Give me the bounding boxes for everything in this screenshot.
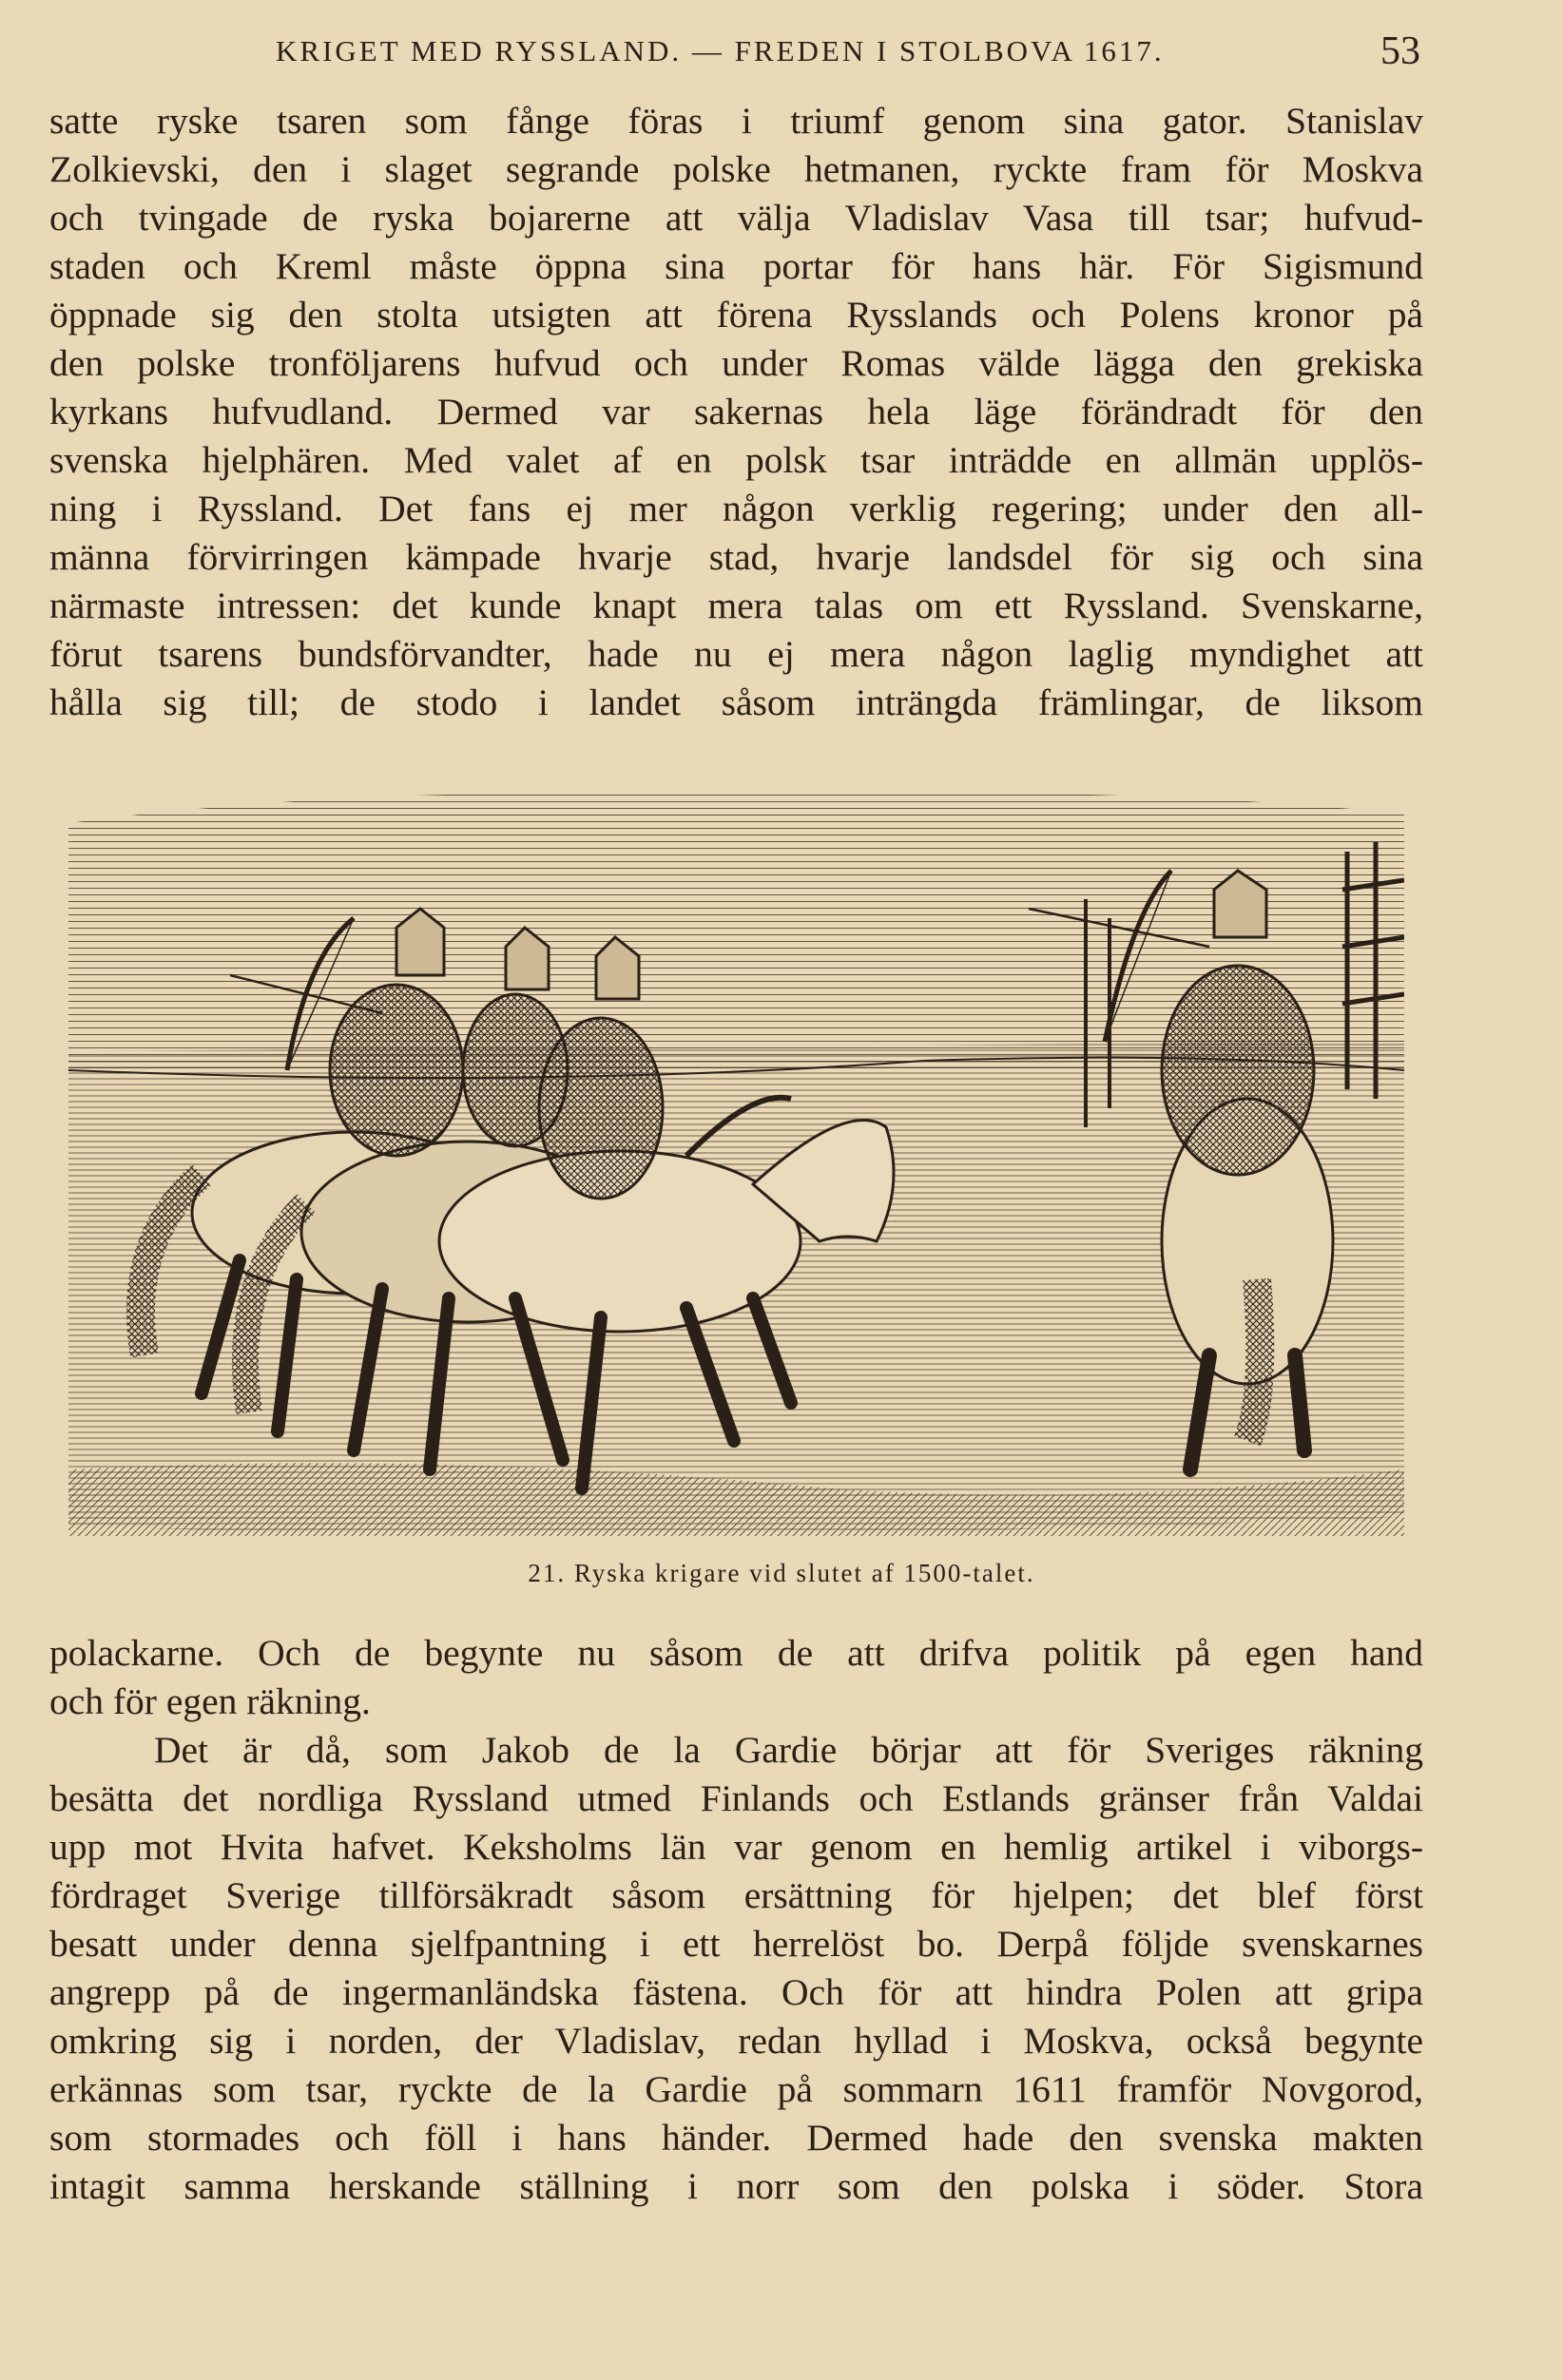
text-line: Zolkievski, den i slaget segrande polske hetmanen, ryckte fram för Moskva <box>49 148 1423 190</box>
page-number: 53 <box>1380 29 1420 73</box>
text-line: som stormades och föll i hans händer. Dermed hade den svenska makten <box>49 2117 1423 2159</box>
text-line: besätta det nordliga Ryssland utmed Finlands och Estlands gränser från Valdai <box>49 1777 1423 1819</box>
text-line: den polske tronföljarens hufvud och under Romas välde lägga den grekiska <box>49 342 1423 384</box>
text-line: besatt under denna sjelfpantning i ett herrelöst bo. Derpå följde svenskarnes <box>49 1923 1423 1965</box>
text-line: satte ryske tsaren som fånge föras i triumf genom sina gator. Stanislav <box>49 100 1423 142</box>
text-line: och för egen räkning. <box>49 1680 371 1722</box>
text-line: kyrkans hufvudland. Dermed var sakernas hela läge förändradt för den <box>49 391 1423 432</box>
text-line: Det är då, som Jakob de la Gardie börjar att för Sveriges räkning <box>154 1729 1423 1771</box>
running-head <box>0 29 1563 76</box>
paragraph-bottom <box>49 1629 1423 2211</box>
text-line: ning i Ryssland. Det fans ej mer någon verklig regering; under den all- <box>49 488 1423 529</box>
figure-number: 21. <box>528 1559 567 1587</box>
figure-caption <box>0 1559 1563 1588</box>
text-line: männa förvirringen kämpade hvarje stad, hvarje landsdel för sig och sina <box>49 536 1423 578</box>
text-line: polackarne. Och de begynte nu såsom de att drifva politik på egen hand <box>49 1632 1423 1674</box>
text-line: angrepp på de ingermanländska fästena. Och för att hindra Polen att gripa <box>49 1971 1423 2013</box>
paragraph-top <box>49 97 1423 727</box>
text-line: och tvingade de ryska bojarerne att välja Vladislav Vasa till tsar; hufvud- <box>49 197 1423 239</box>
text-line: intagit samma herskande ställning i norr som den polska i söder. Stora <box>49 2165 1423 2207</box>
text-line: omkring sig i norden, der Vladislav, redan hyllad i Moskva, också begynte <box>49 2020 1423 2062</box>
text-line: öppnade sig den stolta utsigten att förena Rysslands och Polens kronor på <box>49 294 1423 336</box>
text-line: staden och Kreml måste öppna sina portar för hans här. För Sigismund <box>49 245 1423 287</box>
text-line: svenska hjelphären. Med valet af en polsk tsar inträdde en allmän upplös- <box>49 439 1423 481</box>
engraving-illustration <box>68 785 1404 1536</box>
figure-caption-text: Ryska krigare vid slutet af 1500-talet. <box>573 1559 1035 1587</box>
text-line: närmaste intressen: det kunde knapt mera talas om ett Ryssland. Svenskarne, <box>49 585 1423 626</box>
text-line: förut tsarens bundsförvandter, hade nu ej mera någon laglig myndighet att <box>49 633 1423 675</box>
text-line: fördraget Sverige tillförsäkradt såsom ersättning för hjelpen; det blef först <box>49 1874 1423 1916</box>
running-title: KRIGET MED RYSSLAND. — FREDEN I STOLBOVA 1617. <box>276 34 1165 67</box>
horsemen-engraving-image <box>68 785 1404 1536</box>
text-line: erkännas som tsar, ryckte de la Gardie på sommarn 1611 framför Novgorod, <box>49 2068 1423 2110</box>
text-line: hålla sig till; de stodo i landet såsom inträngda främlingar, de liksom <box>49 681 1423 723</box>
text-line: upp mot Hvita hafvet. Keksholms län var genom en hemlig artikel i viborgs- <box>49 1826 1423 1868</box>
